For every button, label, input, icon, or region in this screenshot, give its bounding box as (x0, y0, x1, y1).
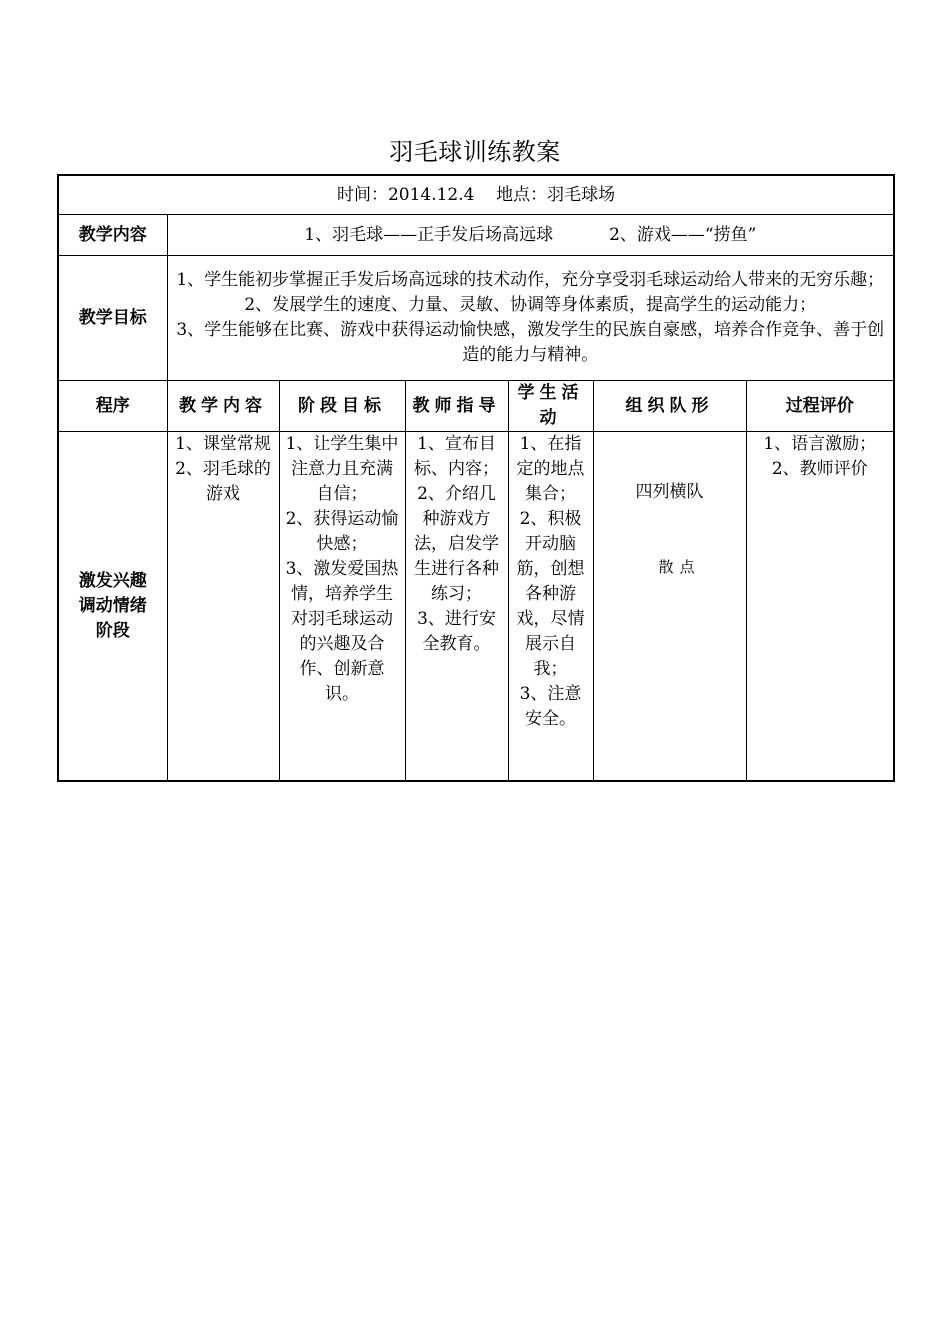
teacher-guidance-1: 1、宣布目标、内容； (414, 434, 499, 479)
student-activity-3: 3、注意安全。 (519, 684, 582, 729)
col-header-student: 学生活动 (508, 381, 593, 432)
goals-label: 教学目标 (58, 256, 167, 381)
col-header-procedure: 程序 (58, 381, 167, 432)
formation-1: 四列横队 (635, 482, 704, 502)
evaluation-1: 1、语言激励； (763, 434, 877, 454)
content-cell (167, 215, 894, 256)
teacher-guidance-2: 2、介绍几种游戏方法，启发学生进行各种练习； (414, 484, 499, 604)
lesson-plan-table (57, 174, 895, 782)
stage-student-cell (508, 432, 593, 782)
content-item-1: 1、羽毛球——正手发后场高远球 (304, 224, 554, 245)
col-header-content: 教学内容 (167, 381, 279, 432)
goal-line-2: 2、发展学生的速度、力量、灵敏、协调等身体素质，提高学生的运动能力； (244, 295, 817, 315)
stage-evaluation-cell (746, 432, 894, 782)
goal-line-3: 3、学生能够在比赛、游戏中获得运动愉快感，激发学生的民族自豪感，培养合作竞争、善于创造的能力与精神。 (176, 320, 885, 365)
stage-content-cell (167, 432, 279, 782)
stage-content-2: 2、羽毛球的游戏 (175, 459, 271, 504)
stage-row (58, 432, 894, 782)
student-activity-2: 2、积极开动脑筋，创想各种游戏，尽情展示自我； (516, 509, 585, 679)
goals-row (58, 256, 894, 381)
stage-goal-2: 2、获得运动愉快感； (285, 509, 399, 554)
stage-goal-1: 1、让学生集中注意力且充满自信； (285, 434, 399, 504)
stage-content-1: 1、课堂常规 (175, 434, 271, 454)
time-location: 时间：2014.12.4 地点：羽毛球场 (58, 175, 894, 215)
col-header-teacher: 教师指导 (405, 381, 508, 432)
content-item-2: 2、游戏——“捞鱼” (609, 224, 757, 245)
stage-formation-cell (593, 432, 746, 782)
col-header-formation: 组织队形 (593, 381, 746, 432)
content-label: 教学内容 (58, 215, 167, 256)
col-header-stage-goal: 阶段目标 (279, 381, 405, 432)
stage-teacher-cell (405, 432, 508, 782)
evaluation-2: 2、教师评价 (771, 459, 868, 479)
col-header-evaluation: 过程评价 (746, 381, 894, 432)
goals-cell (167, 256, 894, 381)
column-header-row (58, 381, 894, 432)
meta-row (58, 175, 894, 215)
goal-line-1: 1、学生能初步掌握正手发后场高远球的技术动作，充分享受羽毛球运动给人带来的无穷乐趣； (176, 270, 885, 290)
page-title: 羽毛球训练教案 (389, 138, 561, 166)
student-activity-1: 1、在指定的地点集合； (516, 434, 585, 504)
content-row (58, 215, 894, 256)
stage-goals-cell (279, 432, 405, 782)
stage-goal-3: 3、激发爱国热情，培养学生对羽毛球运动的兴趣及合作、创新意识。 (285, 559, 399, 704)
teacher-guidance-3: 3、进行安全教育。 (417, 609, 496, 654)
formation-2: 散点 (658, 558, 701, 576)
stage-name: 激发兴趣调动情绪阶段 (58, 432, 167, 782)
